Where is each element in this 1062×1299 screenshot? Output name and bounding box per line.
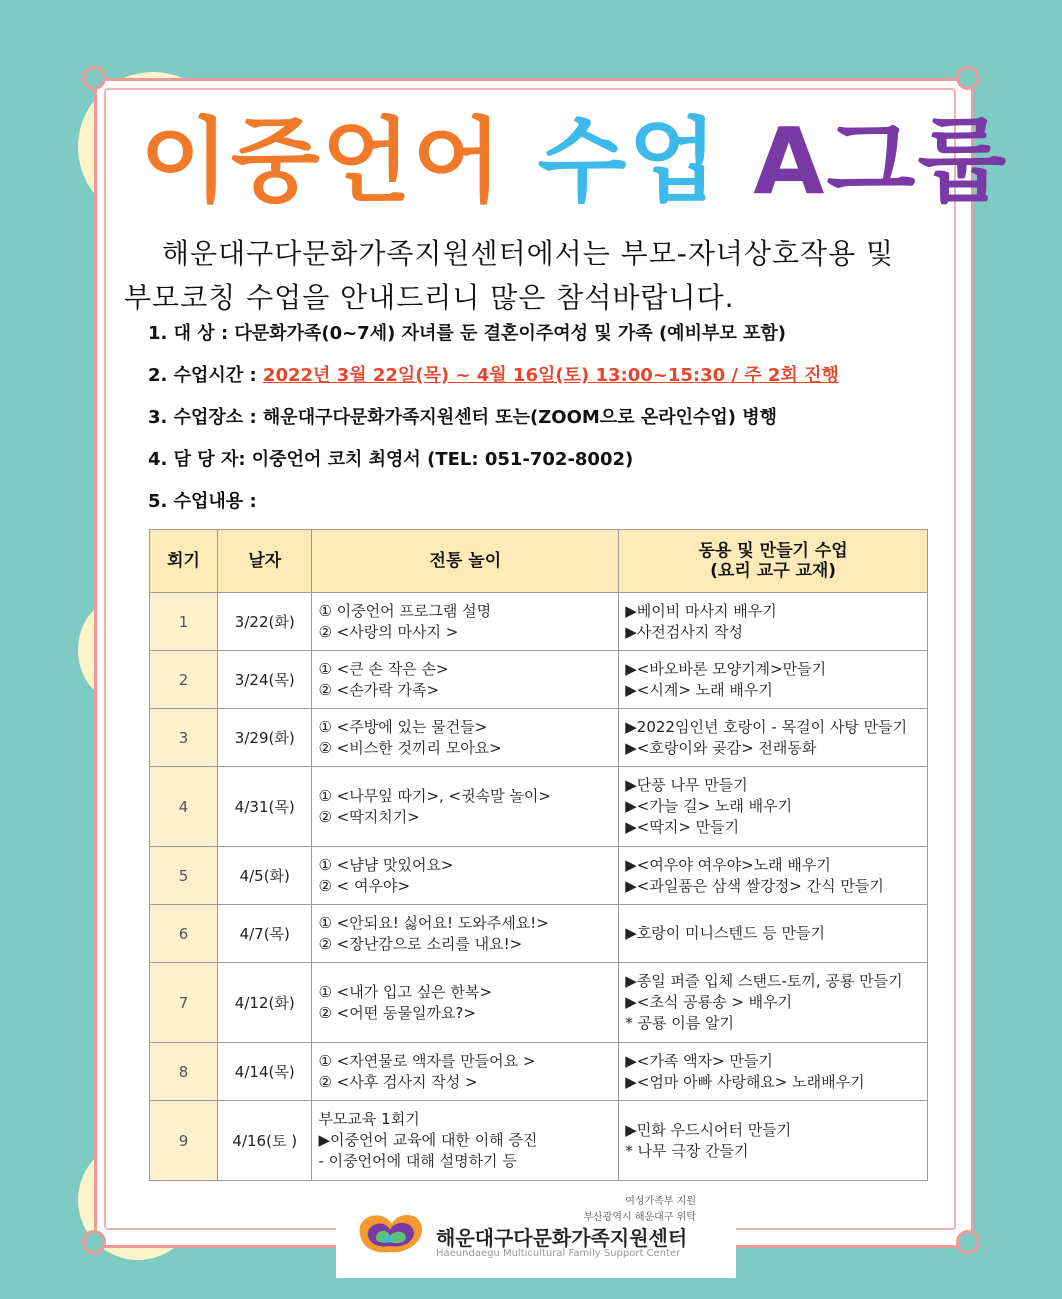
traditional-play-cell <box>312 651 619 709</box>
activity-item: ▶<바오바론 모양기계>만들기 <box>625 659 827 678</box>
traditional-play-item: ② <비스한 것끼리 모아요> <box>318 738 502 757</box>
traditional-play-cell <box>312 767 619 847</box>
traditional-play-cell <box>312 905 619 963</box>
footer-logo-block <box>336 1186 736 1278</box>
traditional-play-item: 부모교육 1회기 <box>318 1110 420 1128</box>
activity-item: ▶종일 퍼즐 입체 스탠드-토끼, 공룡 만들기 <box>625 972 903 990</box>
activity-item: ▶<초식 공룡송 > 배우기 <box>625 993 793 1011</box>
traditional-play-item: ① <큰 손 작은 손> <box>318 659 449 678</box>
frame-corner <box>956 1230 980 1254</box>
session-date: 4/12(화) <box>218 963 312 1043</box>
session-number: 9 <box>150 1101 218 1181</box>
table-header-row <box>150 530 928 593</box>
traditional-play-item: ① <안되요! 싫어요! 도와주세요!> <box>318 913 549 932</box>
session-number: 6 <box>150 905 218 963</box>
activity-cell <box>619 1101 928 1181</box>
traditional-play-item: ① <나무잎 따기>, <귓속말 놀이> <box>318 786 551 805</box>
activity-item: ▶민화 우드시어터 만들기 <box>625 1120 792 1139</box>
traditional-play-item: - 이중언어에 대해 설명하기 등 <box>318 1152 517 1170</box>
traditional-play-item: ② <손가락 가족> <box>318 680 440 699</box>
intro-line: 해운대구다문화가족지원센터에서는 부모-자녀상호작용 및 <box>162 237 895 270</box>
session-number: 3 <box>150 709 218 767</box>
traditional-play-cell <box>312 593 619 651</box>
table-row <box>150 963 928 1043</box>
support-text: 여성가족부 지원 <box>625 1196 696 1207</box>
traditional-play-cell <box>312 1043 619 1101</box>
session-date: 3/22(화) <box>218 593 312 651</box>
activity-item: ▶2022임인년 호랑이 - 목걸이 사탕 만들기 <box>625 717 908 736</box>
poster-title <box>140 88 1009 218</box>
activity-item: * 공룡 이름 알기 <box>625 1014 734 1032</box>
table-row <box>150 847 928 905</box>
activity-item: ▶<딱지> 만들기 <box>625 818 740 836</box>
center-name-english: Haeundaegu Multicultural Family Support Center <box>436 1248 681 1259</box>
activity-item: * 나무 극장 간들기 <box>625 1141 749 1160</box>
header-date: 날자 <box>218 530 312 593</box>
traditional-play-cell <box>312 847 619 905</box>
frame-corner <box>82 66 106 90</box>
table-row <box>150 1101 928 1181</box>
traditional-play-item: ② <딱지치기> <box>318 807 420 826</box>
frame-corner <box>956 66 980 90</box>
traditional-play-cell <box>312 709 619 767</box>
activity-item: ▶<호랑이와 곶감> 전래동화 <box>625 738 817 757</box>
session-date: 4/16(토 ) <box>218 1101 312 1181</box>
info-list <box>148 318 948 528</box>
title-part-class: 수업 <box>537 108 720 215</box>
session-number: 8 <box>150 1043 218 1101</box>
activity-cell <box>619 847 928 905</box>
traditional-play-cell <box>312 963 619 1043</box>
table-row <box>150 767 928 847</box>
table-row <box>150 651 928 709</box>
activity-cell <box>619 651 928 709</box>
schedule-table <box>149 529 928 1181</box>
traditional-play-item: ① <주방에 있는 물건들> <box>318 717 488 736</box>
intro-text <box>124 232 974 320</box>
table-row <box>150 1043 928 1101</box>
center-name: 해운대구다문화가족지원센터 <box>436 1226 688 1250</box>
info-staff: 4. 담 당 자: 이중언어 코치 최영서 (TEL: 051-702-8002) <box>148 449 634 470</box>
session-number: 5 <box>150 847 218 905</box>
header-activity: 동용 및 만들기 수업 (요리 교구 교재) <box>619 530 928 593</box>
header-trad: 전통 놀이 <box>312 530 619 593</box>
traditional-play-item: ① <내가 입고 싶은 한복> <box>318 982 493 1001</box>
activity-cell <box>619 709 928 767</box>
activity-item: ▶<과일품은 삼색 쌀강정> 간식 만들기 <box>625 876 884 895</box>
traditional-play-item: ① <냠냠 맛있어요> <box>318 855 454 874</box>
session-date: 4/7(목) <box>218 905 312 963</box>
activity-item: ▶사전검사지 작성 <box>625 622 743 641</box>
traditional-play-item: ② <사랑의 마사지 > <box>318 622 459 641</box>
activity-item: ▶<시계> 노래 배우기 <box>625 680 773 699</box>
session-number: 4 <box>150 767 218 847</box>
activity-cell <box>619 1043 928 1101</box>
session-date: 3/24(목) <box>218 651 312 709</box>
traditional-play-item: ② <장난감으로 소리를 내요!> <box>318 934 523 953</box>
session-number: 1 <box>150 593 218 651</box>
activity-cell <box>619 767 928 847</box>
activity-item: ▶호랑이 미니스텐드 등 만들기 <box>625 924 825 942</box>
info-place: 3. 수업장소 : 해운대구다문화가족지원센터 또는(ZOOM으로 온라인수업) 병행 <box>148 407 778 428</box>
traditional-play-item: ② <어떤 동물일까요?> <box>318 1003 476 1022</box>
intro-line: 부모코칭 수업을 안내드리니 많은 참석바랍니다. <box>124 281 735 314</box>
info-target: 1. 대 상 : 다문화가족(0~7세) 자녀를 둔 결혼이주여성 및 가족 (예비부모 포함) <box>148 323 787 344</box>
title-part-group: A그룹 <box>753 108 1009 215</box>
session-date: 3/29(화) <box>218 709 312 767</box>
table-row <box>150 709 928 767</box>
session-date: 4/31(목) <box>218 767 312 847</box>
activity-item: ▶단풍 나무 만들기 <box>625 776 748 794</box>
activity-cell <box>619 593 928 651</box>
traditional-play-item: ② < 여우야> <box>318 876 411 895</box>
activity-item: ▶베이비 마사지 배우기 <box>625 601 777 620</box>
traditional-play-item: ① <자연물로 액자를 만들어요 > <box>318 1051 536 1070</box>
activity-item: ▶<여우야 여우야>노래 배우기 <box>625 855 831 874</box>
consign-text: 부산광역시 해운대구 위탁 <box>583 1212 696 1223</box>
traditional-play-item: ② <사후 검사지 작성 > <box>318 1072 478 1091</box>
header-num: 회기 <box>150 530 218 593</box>
activity-item: ▶<가족 액자> 만들기 <box>625 1051 773 1070</box>
info-time: 2. 수업시간 : 2022년 3월 22일(목) ~ 4월 16일(토) 13:00~15:30 / 주 2회 진행 <box>148 365 839 386</box>
session-number: 2 <box>150 651 218 709</box>
traditional-play-item: ① 이중언어 프로그램 설명 <box>318 601 492 620</box>
session-number: 7 <box>150 963 218 1043</box>
session-date: 4/14(목) <box>218 1043 312 1101</box>
info-content: 5. 수업내용 : <box>148 491 257 512</box>
activity-cell <box>619 963 928 1043</box>
center-logo-icon <box>352 1204 428 1258</box>
activity-cell <box>619 905 928 963</box>
frame-corner <box>82 1230 106 1254</box>
table-row <box>150 905 928 963</box>
title-part-bilingual: 이중언어 <box>140 108 504 215</box>
traditional-play-item: ▶이중언어 교육에 대한 이해 증진 <box>318 1131 538 1149</box>
table-row <box>150 593 928 651</box>
activity-item: ▶<가늘 길> 노래 배우기 <box>625 797 793 815</box>
activity-item: ▶<엄마 아빠 사랑해요> 노래배우기 <box>625 1072 865 1091</box>
traditional-play-cell <box>312 1101 619 1181</box>
session-date: 4/5(화) <box>218 847 312 905</box>
